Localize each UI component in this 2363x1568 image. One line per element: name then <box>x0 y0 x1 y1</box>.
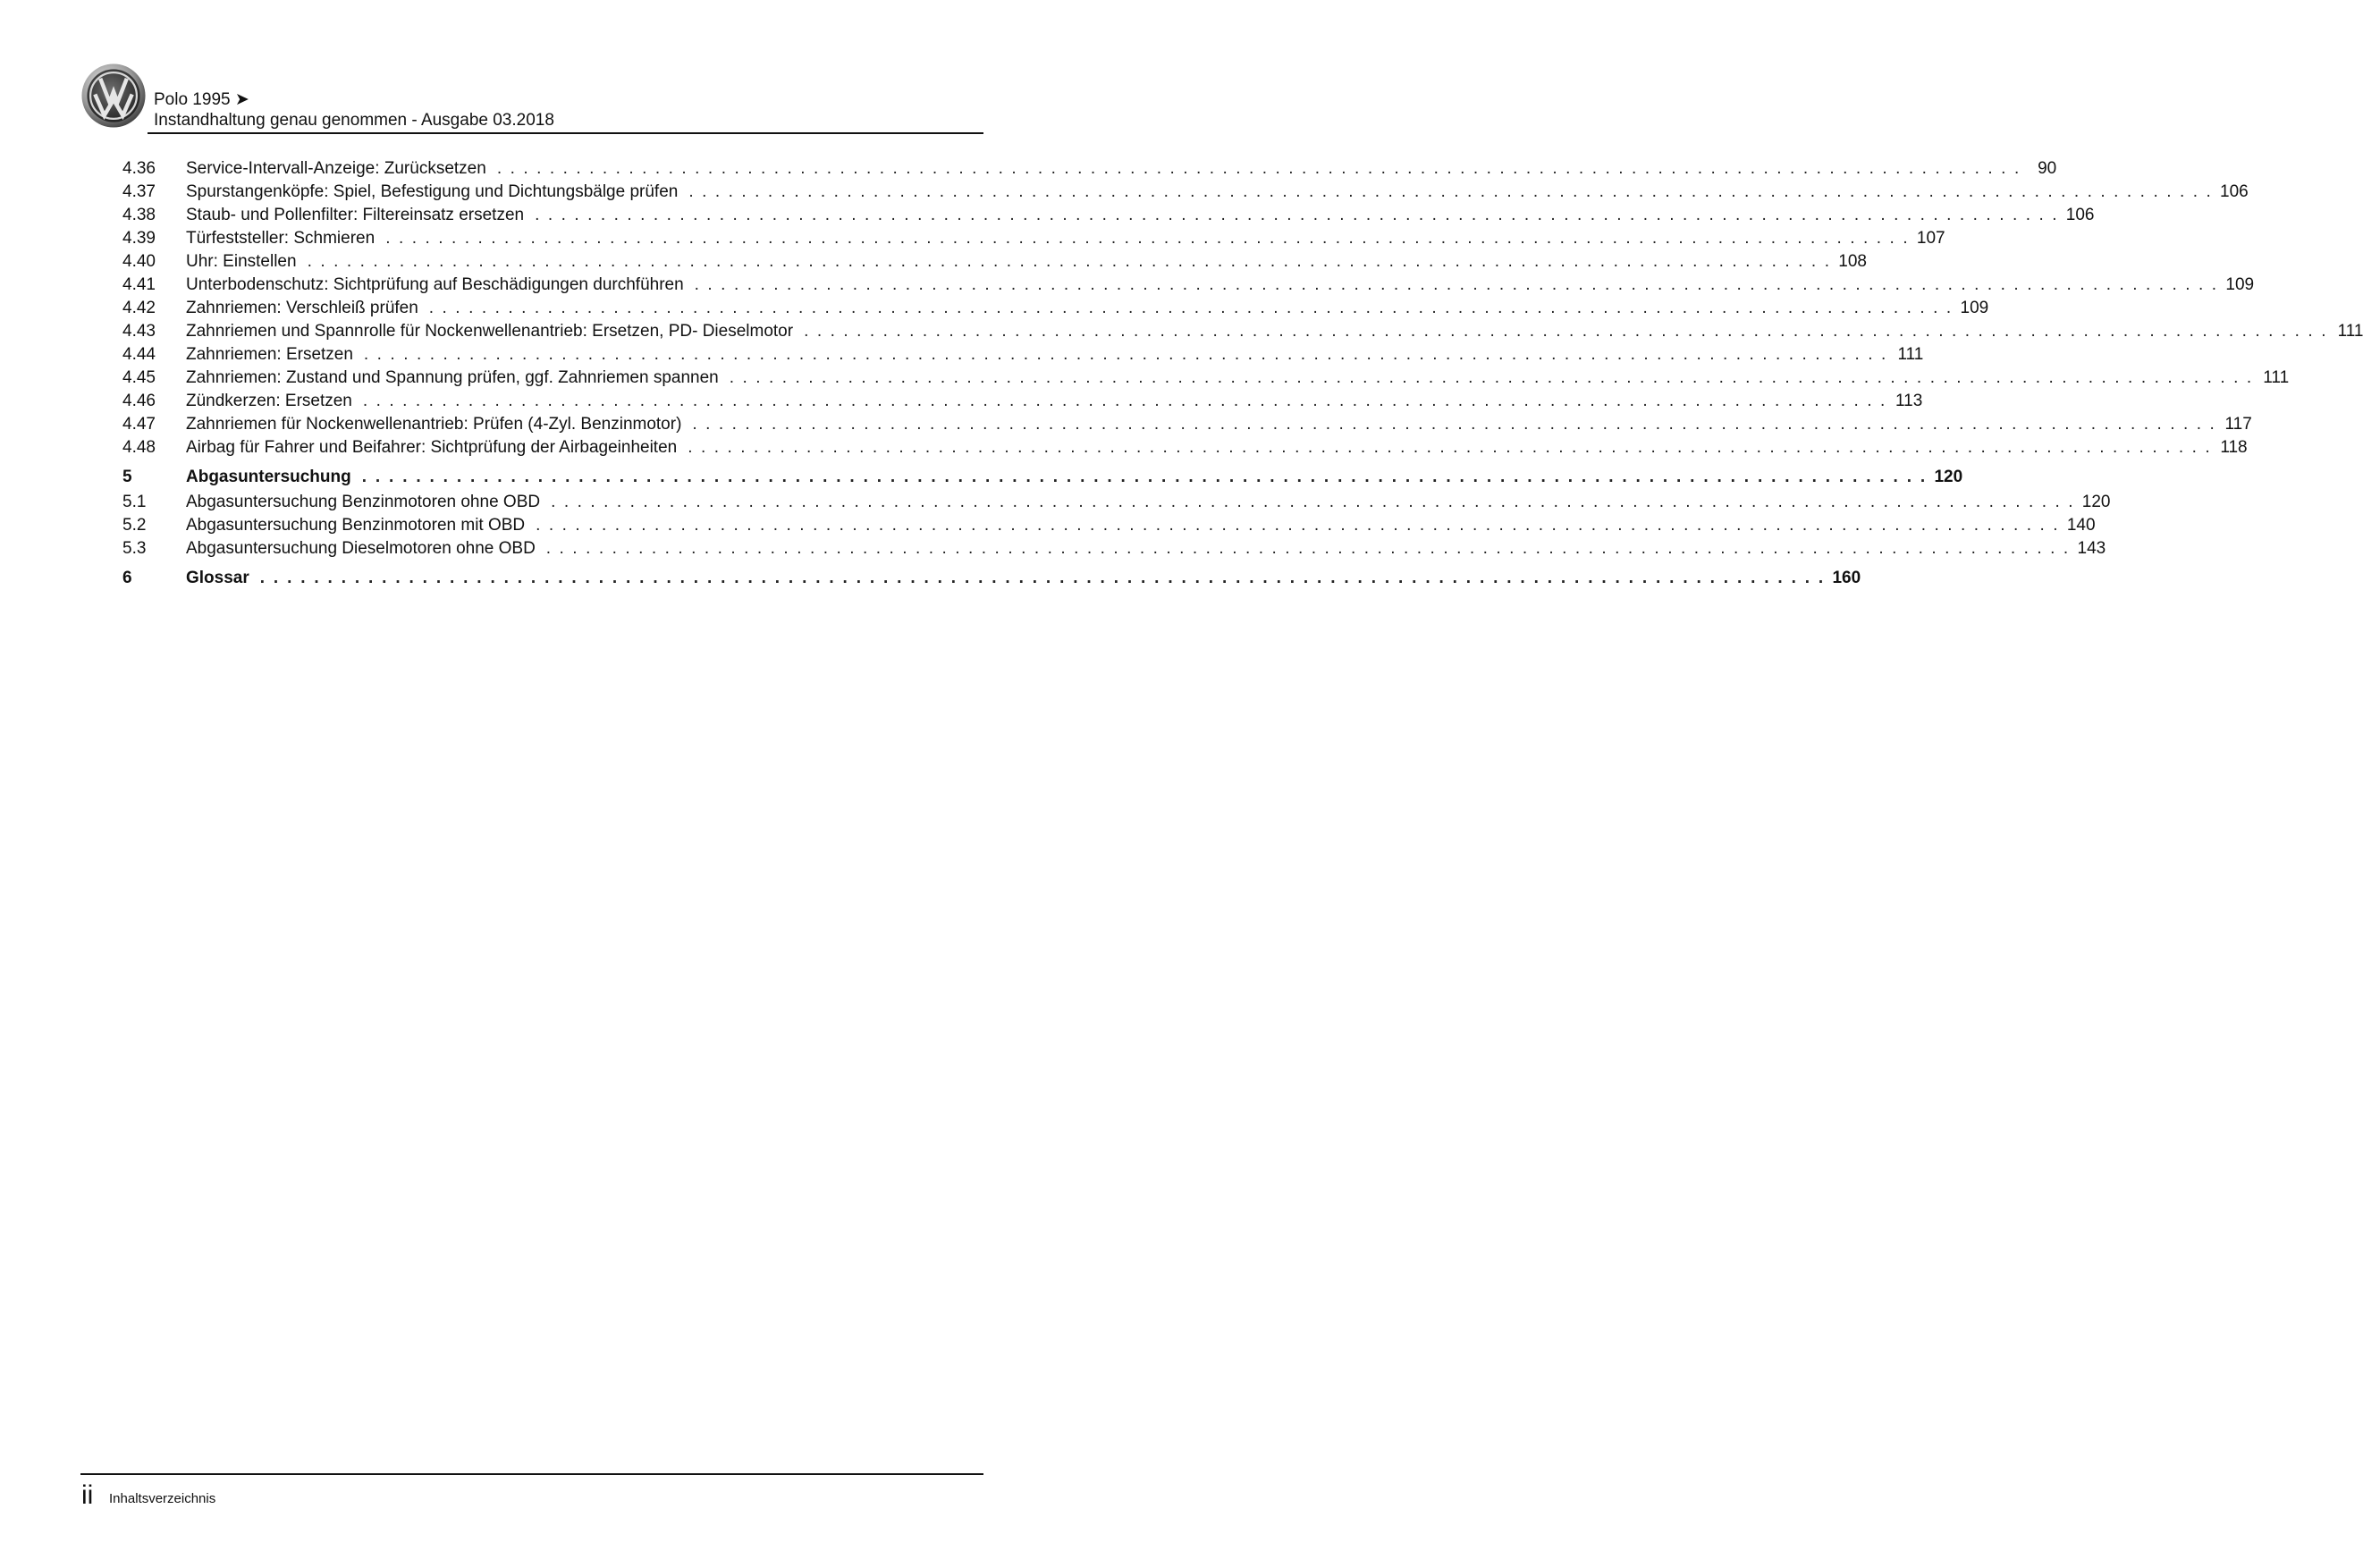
toc-entry-title: Unterbodenschutz: Sichtprüfung auf Beschädigungen durchführen <box>186 275 684 294</box>
toc-dot-leader <box>551 491 2072 514</box>
toc-entry[interactable] <box>122 491 2111 514</box>
footer-page-number: ii <box>81 1480 94 1510</box>
toc-entry-number: 4.38 <box>122 206 156 224</box>
toc-entry-page: 107 <box>1916 229 1945 248</box>
toc-entry[interactable] <box>122 390 1923 413</box>
toc-entry-title: Uhr: Einstellen <box>186 252 297 271</box>
toc-entry[interactable] <box>122 343 1924 367</box>
footer-section-label: Inhaltsverzeichnis <box>109 1491 216 1506</box>
toc-entry-number: 5.3 <box>122 539 147 558</box>
toc-entry-page: 113 <box>1895 392 1923 410</box>
toc-dot-leader <box>688 181 2210 204</box>
toc-entry-title: Abgasuntersuchung Benzinmotoren ohne OBD <box>186 493 541 511</box>
toc-dot-leader <box>308 250 1829 274</box>
toc-entry[interactable] <box>122 204 2095 227</box>
toc-entry-title: Spurstangenköpfe: Spiel, Befestigung und Dichtungsbälge prüfen <box>186 182 679 201</box>
toc-dot-leader <box>260 564 1823 592</box>
toc-entry-page: 120 <box>2081 493 2111 511</box>
toc-chapter-entry[interactable] <box>122 463 1963 491</box>
toc-entry-title: Abgasuntersuchung Benzinmotoren mit OBD <box>186 516 526 535</box>
toc-entry-number: 4.41 <box>122 275 156 294</box>
table-of-contents <box>122 157 2363 592</box>
toc-dot-leader <box>695 274 2216 297</box>
header-model: Polo 1995 ➤ <box>154 90 249 109</box>
toc-entry-title: Zündkerzen: Ersetzen <box>186 392 352 410</box>
toc-entry-page: 160 <box>1832 569 1861 587</box>
toc-entry[interactable] <box>122 367 2290 390</box>
toc-chapter-entry[interactable] <box>122 564 1861 592</box>
toc-entry[interactable] <box>122 413 2252 436</box>
toc-dot-leader <box>536 514 2057 537</box>
toc-entry-number: 4.45 <box>122 368 156 387</box>
header-edition: Instandhaltung genau genommen - Ausgabe 03.2018 <box>154 111 554 130</box>
toc-entry-number: 5 <box>122 468 132 486</box>
toc-entry[interactable] <box>122 250 1867 274</box>
toc-dot-leader <box>362 463 1925 491</box>
toc-entry-number: 4.43 <box>122 322 156 341</box>
toc-entry-title: Zahnriemen: Ersetzen <box>186 345 353 364</box>
toc-entry-title: Zahnriemen und Spannrolle für Nockenwellenantrieb: Ersetzen, PD- Dieselmotor <box>186 322 794 341</box>
toc-entry[interactable] <box>122 514 2096 537</box>
toc-entry-title: Glossar <box>186 569 249 587</box>
toc-entry-title: Staub- und Pollenfilter: Filtereinsatz ersetzen <box>186 206 525 224</box>
toc-dot-leader <box>364 343 1886 367</box>
vw-logo-icon <box>80 63 147 129</box>
toc-entry-title: Abgasuntersuchung Dieselmotoren ohne OBD <box>186 539 536 558</box>
toc-entry-title: Türfeststeller: Schmieren <box>186 229 376 248</box>
toc-entry[interactable] <box>122 157 2057 181</box>
toc-entry-number: 4.39 <box>122 229 156 248</box>
toc-entry-number: 6 <box>122 569 132 587</box>
toc-entry-page: 117 <box>2224 415 2252 434</box>
toc-dot-leader <box>692 413 2214 436</box>
toc-entry-page: 111 <box>2337 322 2363 341</box>
toc-entry[interactable] <box>122 537 2106 561</box>
toc-entry-title: Zahnriemen: Verschleiß prüfen <box>186 299 418 317</box>
toc-entry-number: 4.48 <box>122 438 156 457</box>
toc-entry-page: 109 <box>2225 275 2255 294</box>
toc-entry[interactable] <box>122 181 2249 204</box>
toc-entry-number: 4.42 <box>122 299 156 317</box>
toc-entry-page: 143 <box>2077 539 2106 558</box>
toc-dot-leader <box>497 157 2019 181</box>
toc-entry-number: 4.36 <box>122 159 156 178</box>
toc-entry-title: Service-Intervall-Anzeige: Zurücksetzen <box>186 159 486 178</box>
toc-entry-number: 4.47 <box>122 415 156 434</box>
toc-entry-page: 111 <box>1897 345 1924 364</box>
header-title <box>154 89 554 131</box>
toc-entry-title: Abgasuntersuchung <box>186 468 351 486</box>
toc-entry-number: 5.2 <box>122 516 147 535</box>
page-header <box>80 63 983 134</box>
toc-entry-page: 111 <box>2263 368 2290 387</box>
toc-entry-page: 108 <box>1838 252 1867 271</box>
toc-dot-leader <box>730 367 2251 390</box>
toc-entry-number: 4.44 <box>122 345 156 364</box>
toc-entry[interactable] <box>122 320 2363 343</box>
toc-dot-leader <box>429 297 1951 320</box>
toc-entry-title: Airbag für Fahrer und Beifahrer: Sichtprüfung der Airbageinheiten <box>186 438 678 457</box>
toc-entry-page: 140 <box>2066 516 2096 535</box>
toc-entry-title: Zahnriemen für Nockenwellenantrieb: Prüfen (4-Zyl. Benzinmotor) <box>186 415 682 434</box>
toc-entry[interactable] <box>122 297 1989 320</box>
toc-entry-number: 4.40 <box>122 252 156 271</box>
toc-entry-page: 106 <box>2065 206 2095 224</box>
toc-entry[interactable] <box>122 227 1945 250</box>
toc-dot-leader <box>385 227 1907 250</box>
toc-entry-page: 109 <box>1960 299 1989 317</box>
toc-dot-leader <box>363 390 1885 413</box>
toc-entry[interactable] <box>122 436 2248 459</box>
header-rule <box>148 132 983 134</box>
toc-entry-page: 120 <box>1934 468 1963 486</box>
toc-entry-page: 90 <box>2038 159 2057 178</box>
toc-entry-number: 4.46 <box>122 392 156 410</box>
toc-entry[interactable] <box>122 274 2255 297</box>
toc-entry-title: Zahnriemen: Zustand und Spannung prüfen, ggf. Zahnriemen spannen <box>186 368 719 387</box>
toc-dot-leader <box>546 537 2068 561</box>
toc-dot-leader <box>804 320 2325 343</box>
toc-entry-number: 4.37 <box>122 182 156 201</box>
toc-dot-leader <box>688 436 2209 459</box>
toc-entry-page: 118 <box>2220 438 2248 457</box>
toc-dot-leader <box>535 204 2056 227</box>
footer-rule <box>80 1473 983 1475</box>
toc-entry-page: 106 <box>2220 182 2249 201</box>
toc-entry-number: 5.1 <box>122 493 147 511</box>
